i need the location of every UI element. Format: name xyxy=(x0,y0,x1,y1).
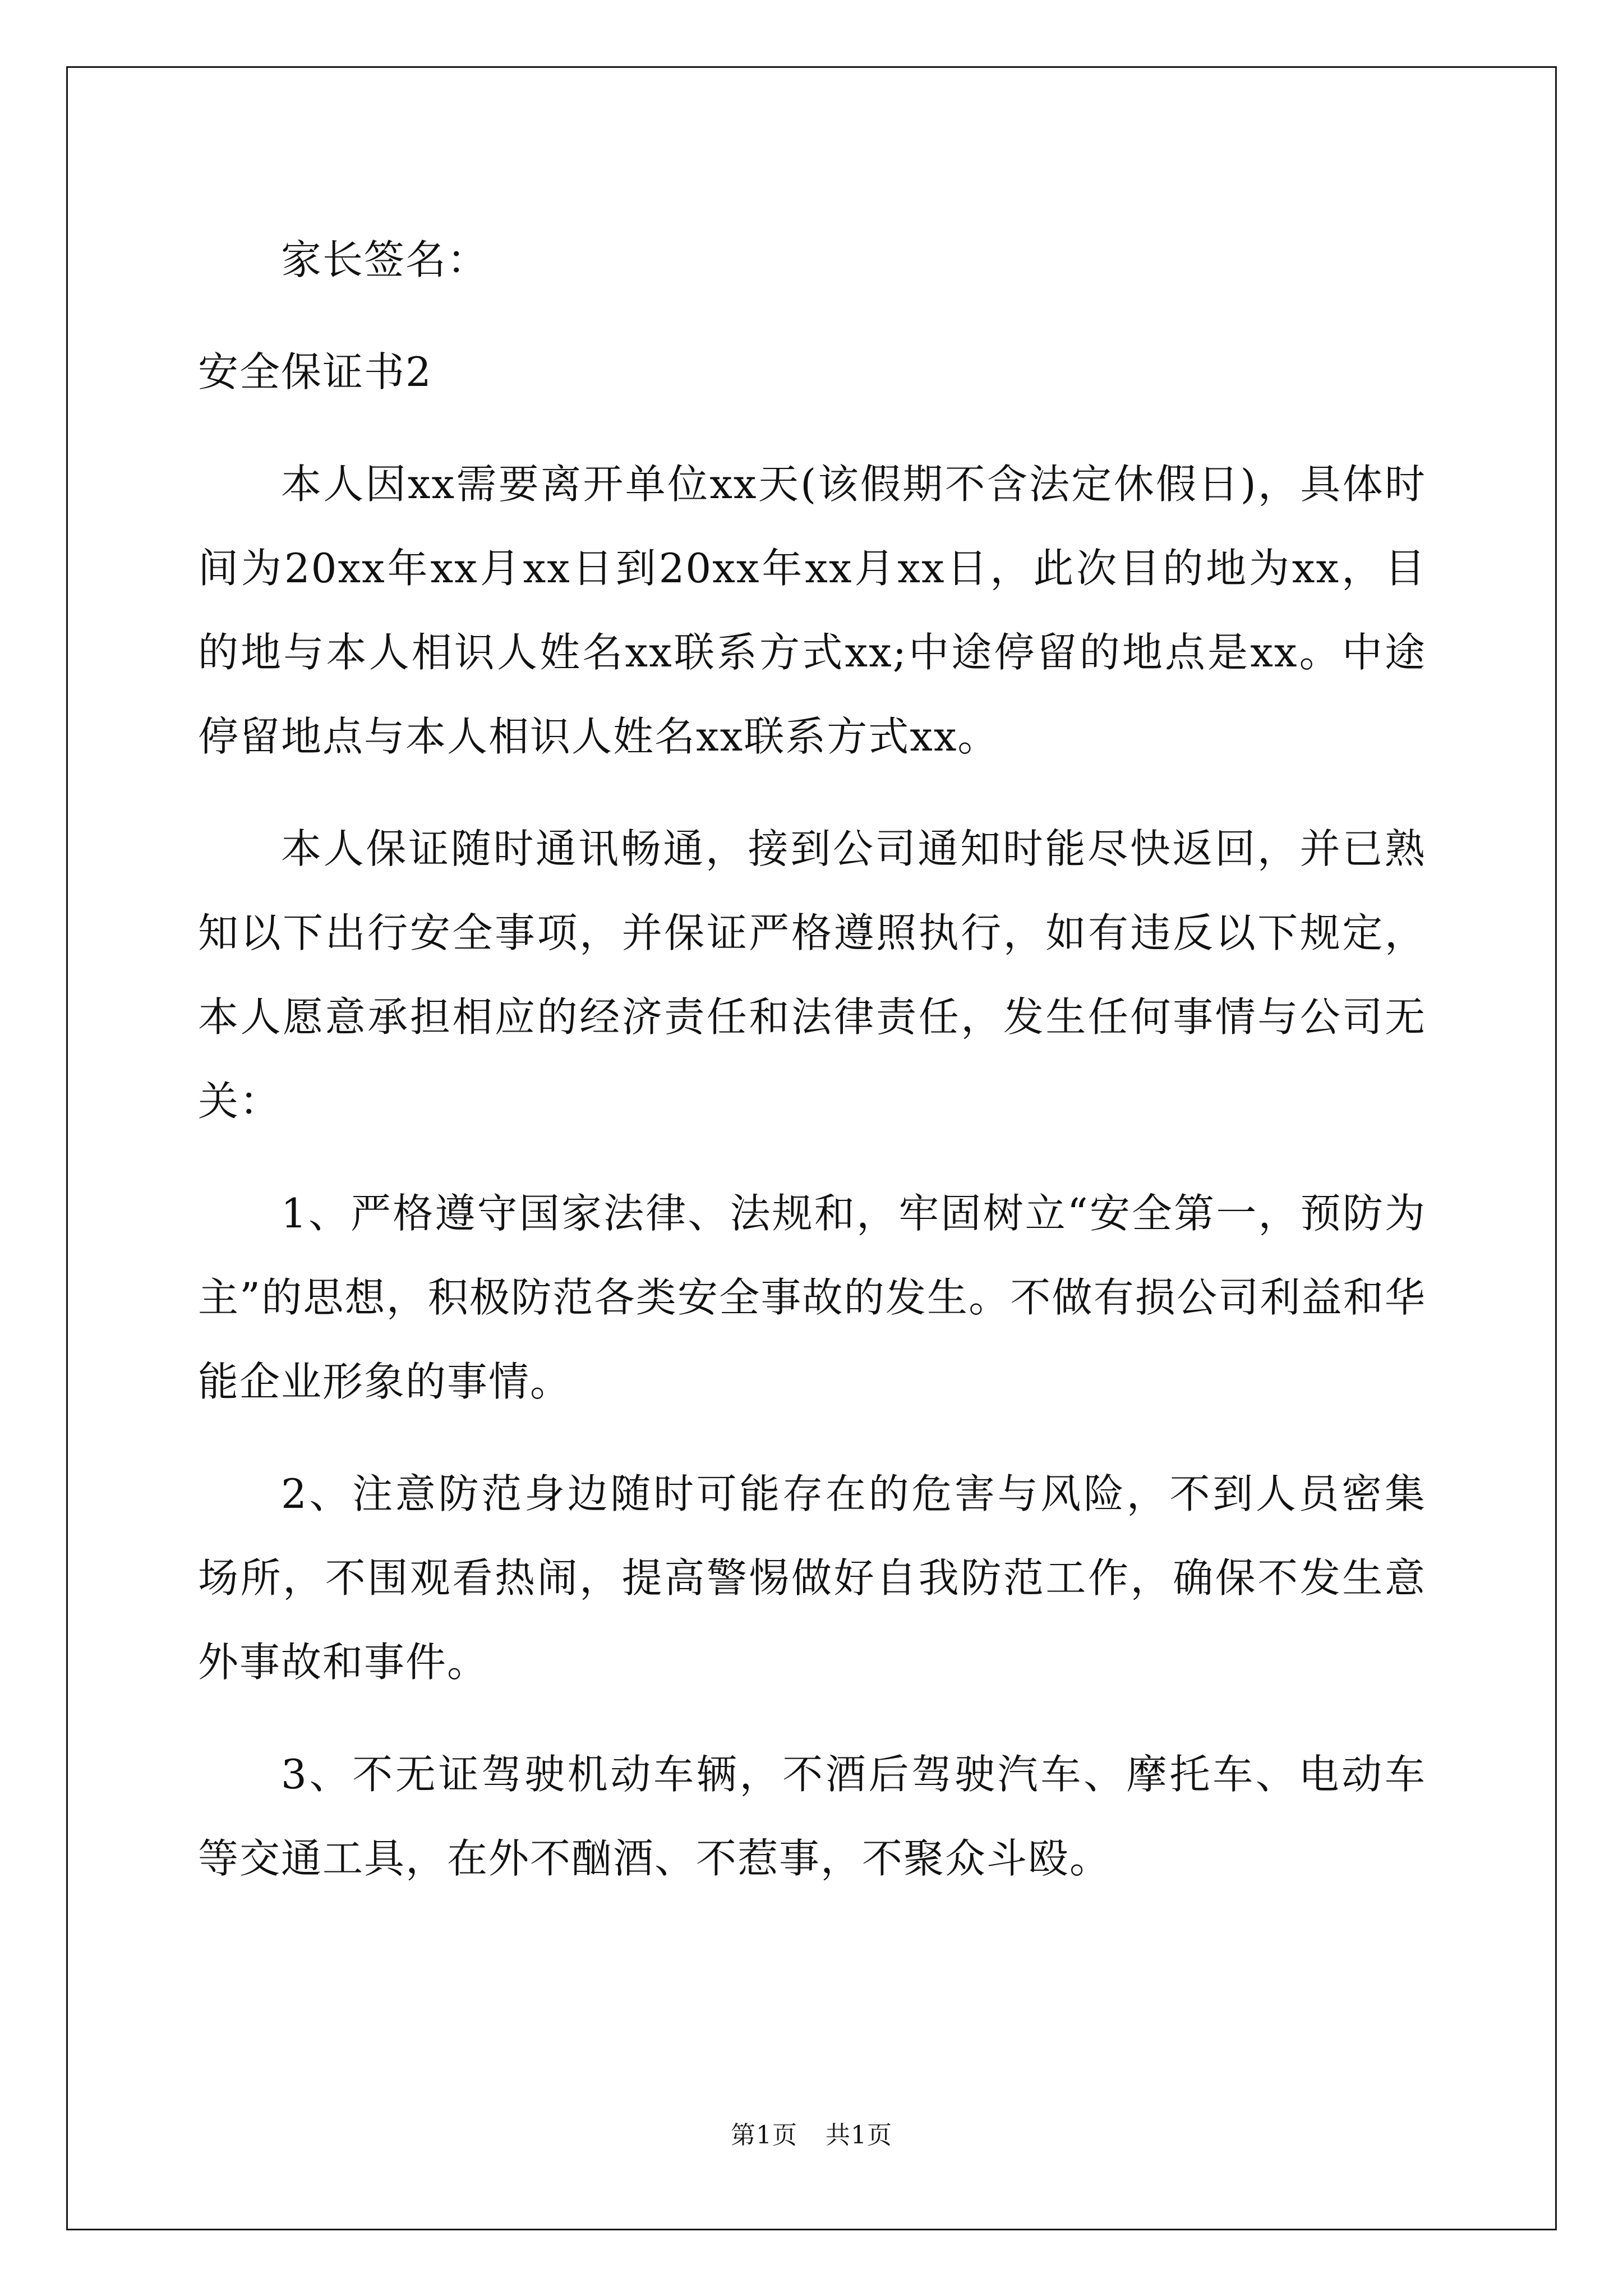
document-heading: 安全保证书2 xyxy=(198,348,432,395)
parent-signature-line: 家长签名： xyxy=(281,236,489,283)
document-body xyxy=(198,218,1426,1929)
list-item-2: 2、注意防范身边随时可能存在的危害与风险，不到人员密集场所，不围观看热闹，提高警惕做好自我防范工作，确保不发生意外事故和事件。 xyxy=(198,1470,1426,1686)
page-footer xyxy=(0,2115,1623,2151)
list-item-1: 1、严格遵守国家法律、法规和，牢固树立“安全第一，预防为主”的思想，积极防范各类安全事故的发生。不做有损公司利益和华能企业形象的事情。 xyxy=(198,1190,1426,1405)
paragraph-leave-details: 本人因xx需要离开单位xx天(该假期不含法定休假日)，具体时间为20xx年xx月xx日到20xx年xx月xx日，此次目的地为xx，目的地与本人相识人姓名xx联系方式xx;中途停留的地点是xx。中途停留地点与本人相识人姓名xx联系方式xx。 xyxy=(198,461,1426,760)
page-total: 共1页 xyxy=(826,2121,892,2150)
page-number: 第1页 xyxy=(731,2121,797,2150)
list-item-3: 3、不无证驾驶机动车辆，不酒后驾驶汽车、摩托车、电动车等交通工具，在外不酗酒、不惹事，不聚众斗殴。 xyxy=(198,1751,1426,1882)
paragraph-pledge: 本人保证随时通讯畅通，接到公司通知时能尽快返回，并已熟知以下出行安全事项，并保证严格遵照执行，如有违反以下规定，本人愿意承担相应的经济责任和法律责任，发生任何事情与公司无关： xyxy=(198,825,1426,1125)
